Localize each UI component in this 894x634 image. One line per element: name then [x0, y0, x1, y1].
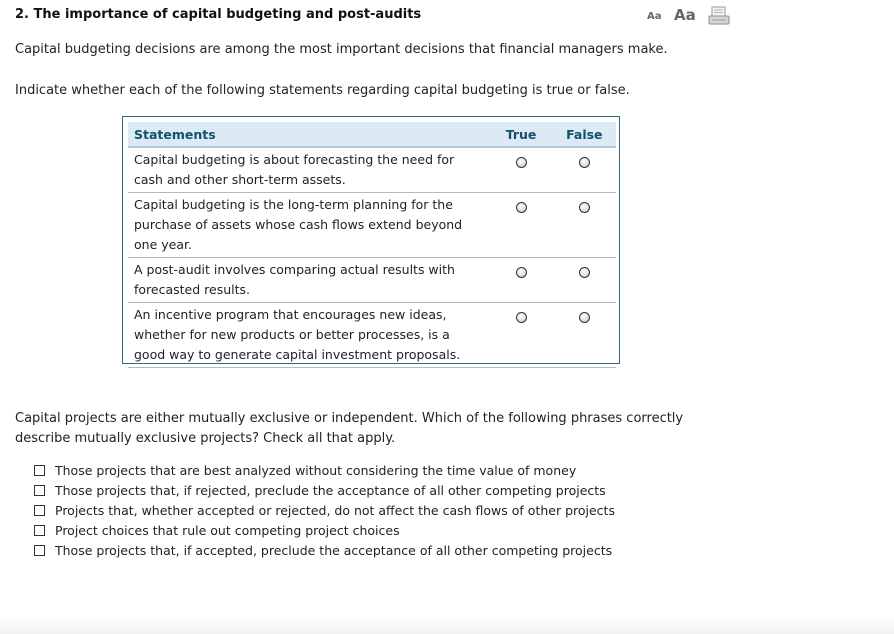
option-row[interactable] [34, 540, 615, 560]
option-label[interactable]: Projects that, whether accepted or rejected, do not affect the cash flows of other projects [55, 502, 615, 518]
option-label[interactable]: Those projects that, if rejected, preclude the acceptance of all other competing projects [55, 482, 606, 498]
false-header: False [553, 122, 616, 147]
statement-text: Capital budgeting is about forecasting the need for cash and other short-term assets. [128, 147, 489, 193]
false-radio[interactable] [579, 312, 590, 323]
true-radio[interactable] [516, 202, 527, 213]
table-row [128, 193, 616, 258]
option-checkbox[interactable] [34, 505, 45, 516]
footer-strip [0, 616, 894, 634]
option-checkbox[interactable] [34, 485, 45, 496]
option-checkbox[interactable] [34, 525, 45, 536]
statement-text: A post-audit involves comparing actual results with forecasted results. [128, 258, 489, 303]
option-row[interactable] [34, 480, 615, 500]
true-false-table [122, 116, 620, 364]
false-radio[interactable] [579, 202, 590, 213]
intro-text: Capital budgeting decisions are among the most important decisions that financial managers make. [15, 42, 668, 57]
option-label[interactable]: Those projects that are best analyzed without considering the time value of money [55, 462, 577, 478]
increase-font-button[interactable]: Aa [674, 6, 696, 24]
table-row [128, 147, 616, 193]
print-icon[interactable] [708, 6, 730, 26]
true-header: True [489, 122, 552, 147]
option-row[interactable] [34, 500, 615, 520]
option-label[interactable]: Project choices that rule out competing project choices [55, 522, 400, 538]
option-label[interactable]: Those projects that, if accepted, preclude the acceptance of all other competing projects [55, 542, 613, 558]
question-title: 2. The importance of capital budgeting and post-audits [15, 7, 422, 22]
option-checkbox[interactable] [34, 545, 45, 556]
false-radio[interactable] [579, 267, 590, 278]
option-row[interactable] [34, 520, 615, 540]
mutually-exclusive-options [34, 460, 615, 560]
option-row[interactable] [34, 460, 615, 480]
statements-header: Statements [128, 122, 489, 147]
false-radio[interactable] [579, 157, 590, 168]
table-row [128, 258, 616, 303]
true-radio[interactable] [516, 267, 527, 278]
decrease-font-button[interactable]: Aa [647, 11, 662, 22]
true-radio[interactable] [516, 157, 527, 168]
table-row [128, 303, 616, 368]
part2-prompt: Capital projects are either mutually exclusive or independent. Which of the following phrases correctly describe mutually exclusive projects? Check all that apply. [15, 411, 684, 446]
true-radio[interactable] [516, 312, 527, 323]
option-checkbox[interactable] [34, 465, 45, 476]
instruction-text: Indicate whether each of the following statements regarding capital budgeting is true or false. [15, 83, 630, 98]
statement-text: An incentive program that encourages new ideas, whether for new products or better processes, is a good way to generate capital investment proposals. [128, 303, 489, 368]
statement-text: Capital budgeting is the long-term planning for the purchase of assets whose cash flows extend beyond one year. [128, 193, 489, 258]
